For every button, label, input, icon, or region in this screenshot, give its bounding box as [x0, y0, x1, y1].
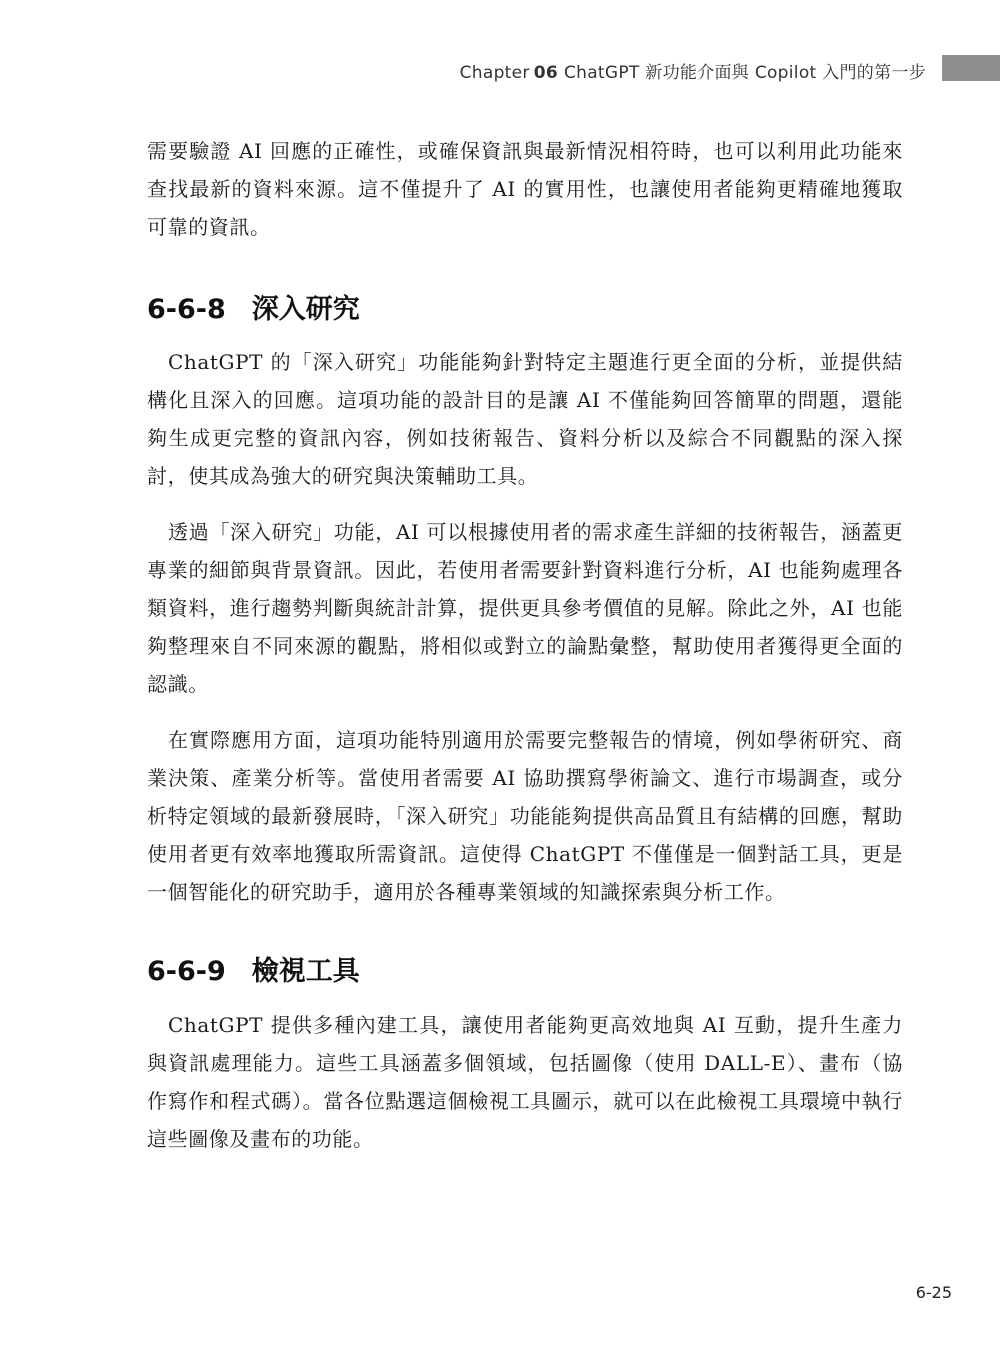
- chapter-label: Chapter: [459, 63, 530, 83]
- section-number: 6-6-8: [147, 294, 226, 325]
- running-header: [460, 58, 926, 83]
- section-title: 深入研究: [251, 294, 360, 325]
- section-number: 6-6-9: [147, 956, 226, 987]
- intro-paragraph: 需要驗證 AI 回應的正確性，或確保資訊與最新情況相符時，也可以利用此功能來查找最新的資料來源。這不僅提升了 AI 的實用性，也讓使用者能夠更精確地獲取可靠的資訊。: [147, 139, 903, 239]
- section-title: 檢視工具: [251, 956, 360, 987]
- chapter-title: ChatGPT 新功能介面與 Copilot 入門的第一步: [563, 63, 926, 83]
- page-number: 6-25: [915, 1283, 952, 1302]
- view-tools-paragraph-1: ChatGPT 提供多種內建工具，讓使用者能夠更高效地與 AI 互動，提升生產力與資訊處理能力。這些工具涵蓋多個領域，包括圖像（使用 DALL-E）、畫布（協作寫作和程式碼）。當各位點選這個檢視工具圖示，就可以在此檢視工具環境中執行這些圖像及畫布的功能。: [147, 1013, 903, 1151]
- section-heading-deep-research: [147, 287, 360, 326]
- section-heading-view-tools: [147, 949, 360, 988]
- deep-research-paragraph-2: 透過「深入研究」功能，AI 可以根據使用者的需求產生詳細的技術報告，涵蓋更專業的細節與背景資訊。因此，若使用者需要針對資料進行分析，AI 也能夠處理各類資料，進行趨勢判斷與統計計算，提供更具參考價值的見解。除此之外，AI 也能夠整理來自不同來源的觀點，將相似或對立的論點彙整，幫助使用者獲得更全面的認識。: [147, 520, 903, 696]
- chapter-tab-marker: [942, 55, 1000, 81]
- chapter-number: 06: [533, 63, 558, 83]
- deep-research-paragraph-1: ChatGPT 的「深入研究」功能能夠針對特定主題進行更全面的分析，並提供結構化且深入的回應。這項功能的設計目的是讓 AI 不僅能夠回答簡單的問題，還能夠生成更完整的資訊內容，例如技術報告、資料分析以及綜合不同觀點的深入探討，使其成為強大的研究與決策輔助工具。: [147, 350, 903, 488]
- deep-research-paragraph-3: 在實際應用方面，這項功能特別適用於需要完整報告的情境，例如學術研究、商業決策、產業分析等。當使用者需要 AI 協助撰寫學術論文、進行市場調查，或分析特定領域的最新發展時，「深入研究」功能能夠提供高品質且有結構的回應，幫助使用者更有效率地獲取所需資訊。這使得 ChatGPT 不僅僅是一個對話工具，更是一個智能化的研究助手，適用於各種專業領域的知識探索與分析工作。: [147, 728, 903, 904]
